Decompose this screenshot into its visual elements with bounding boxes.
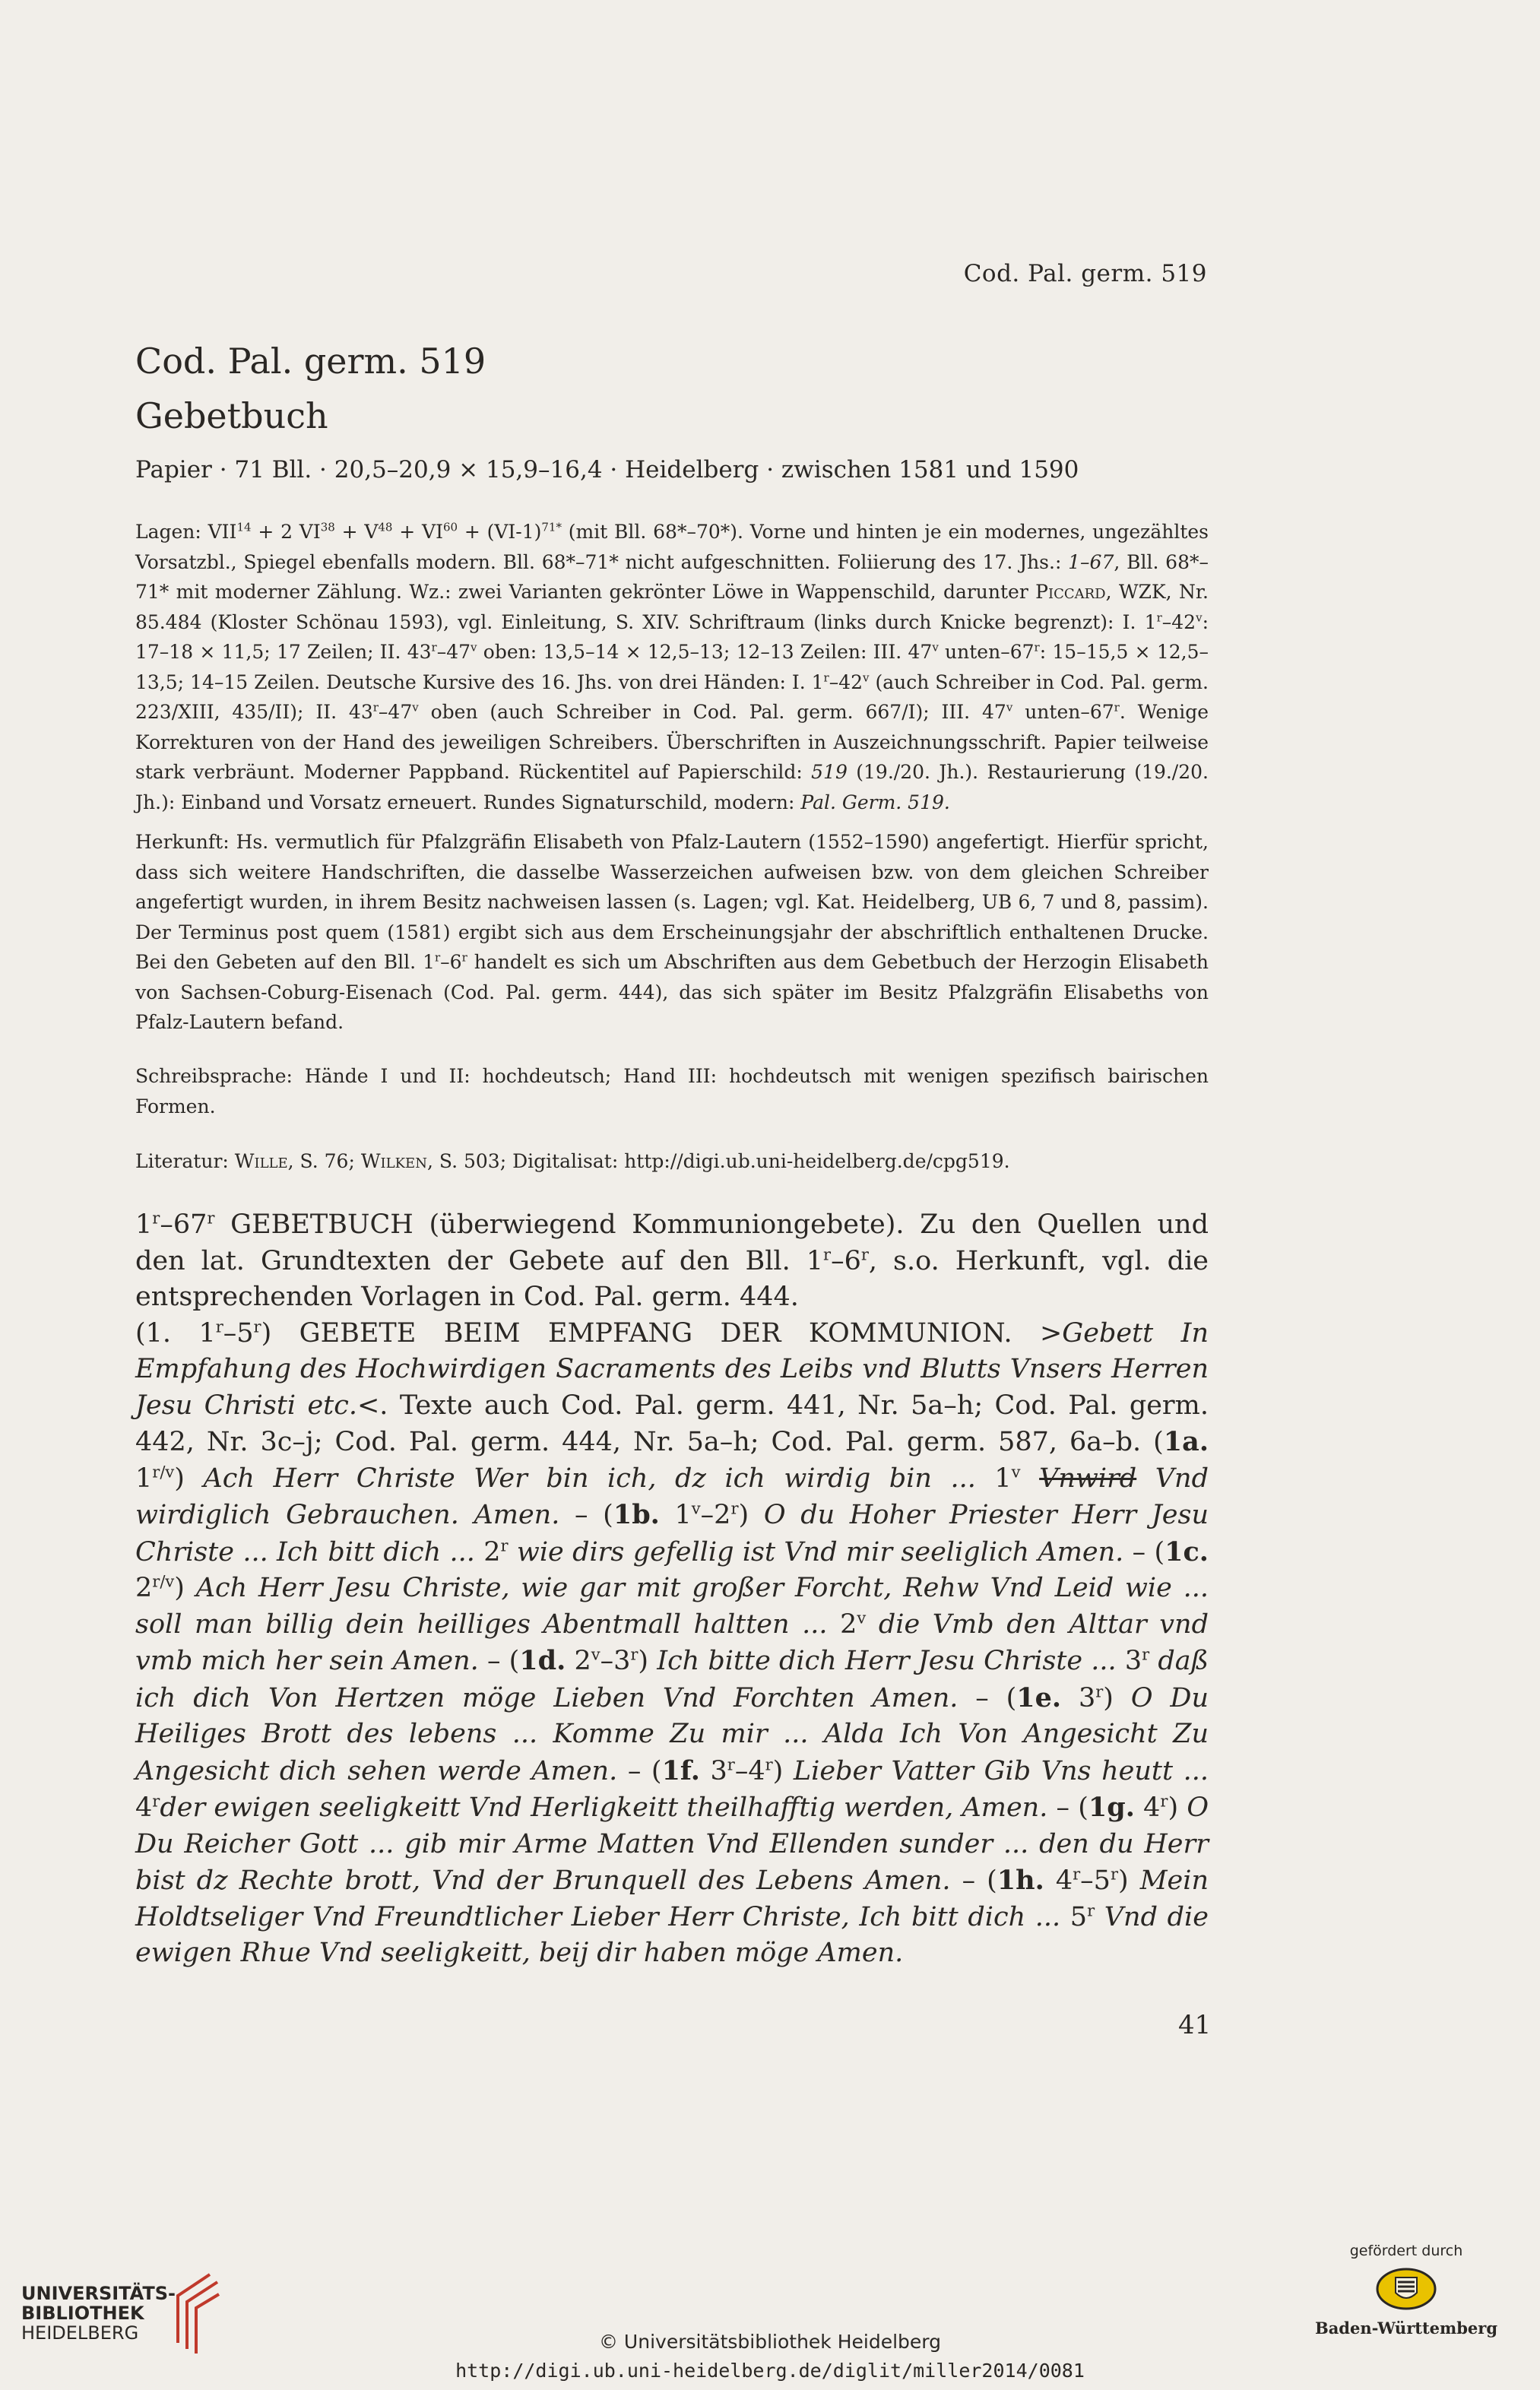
- schreibsprache-paragraph: Schreibsprache: Hände I und II: hochdeutsch; Hand III: hochdeutsch mit wenigen spezifisch bairischen Formen.: [135, 1065, 1209, 1117]
- baden-wuerttemberg-crest-icon: [1374, 2267, 1438, 2311]
- literatur-paragraph: Literatur: Wille, S. 76; Wilken, S. 503; Digitalisat: http://digi.ub.uni-heidelberg.de/cpg519.: [135, 1150, 1010, 1172]
- lagen-paragraph: Lagen: $VII^{14} + 2$ $VI^{38} + V^{48} + VI^{60} + (VI-1)^{71*}$ (mit Bll. 68*–70*). Vorne und hinten je ein modernes, ungezähltes Vorsatzbl., Spiegel ebenfalls modern. Bll. 68*–71* nicht aufgeschnitten. Foliierung des 17. Jhs.: 1–67, Bll. 68*–71* mit moderner Zählung. Wz.: zwei Varianten gekrönter Löwe in Wappenschild, darunter Piccard, WZK, Nr. 85.484 (Kloster Schönau 1593), vgl. Einleitung, S. XIV. Schriftraum (links durch Knicke begrenzt): I. 1$^r$–42$^v$: 17–18 × 11,5; 17 Zeilen; II. 43$^r$–47$^v$ oben: 13,5–14 × 12,5–13; 12–13 Zeilen: III. 47$^v$ unten–67$^r$: 15–15,5 × 12,5–13,5; 14–15 Zeilen. Deutsche Kursive des 16. Jhs. von drei Händen: I. 1$^r$–42$^v$ (auch Schreiber in Cod. Pal. germ. 223/XIII, 435/II); II. 43$^r$–47$^v$ oben (auch Schreiber in Cod. Pal. germ. 667/I); III. 47$^v$ unten–67$^r$. Wenige Korrekturen von der Hand des jeweiligen Schreibers. Überschriften in Auszeichnungsschrift. Papier teilweise stark verbräunt. Moderner Pappband. Rückentitel auf Papierschild: 519 (19./20. Jh.). Restaurierung (19./20. Jh.): Einband und Vorsatz erneuert. Rundes Signaturschild, modern: Pal. Germ. 519.: [135, 520, 1209, 813]
- page-number: 41: [1178, 2010, 1212, 2040]
- running-head: Cod. Pal. germ. 519: [963, 260, 1207, 287]
- contents-section: [135, 1207, 1209, 1972]
- sponsor-label: gefördert durch: [1349, 2243, 1463, 2259]
- copyright-notice: © Universitätsbibliothek Heidelberg: [598, 2331, 941, 2353]
- contents-intro: 1$^r$–67$^r$ GEBETBUCH (überwiegend Kommuniongebete). Zu den Quellen und den lat. Grundtexten der Gebete auf den Bll. 1$^r$–6$^r$, s.o. Herkunft, vgl. die entsprechenden Vorlagen in Cod. Pal. germ. 444.: [135, 1209, 1209, 1312]
- logo-line-3: HEIDELBERG: [21, 2322, 139, 2344]
- sponsor-name: Baden-Württemberg: [1314, 2319, 1498, 2338]
- permalink-url[interactable]: http://digi.ub.uni-heidelberg.de/diglit/miller2014/0081: [455, 2360, 1085, 2382]
- sponsor-block: [1292, 2243, 1520, 2338]
- codex-summary-line: Papier · 71 Bll. · 20,5–20,9 × 15,9–16,4 · Heidelberg · zwischen 1581 und 1590: [135, 456, 1079, 483]
- logo-line-1: UNIVERSITÄTS-: [21, 2283, 176, 2304]
- logo-line-2: BIBLIOTHEK: [21, 2303, 144, 2324]
- contents-item-1: (1. 1$^r$–5$^r$) GEBETE BEIM EMPFANG DER KOMMUNION. >Gebett In Empfahung des Hochwirdigen Sacraments des Leibs vnd Blutts Vnsers Herren Jesu Christi etc.<. Texte auch Cod. Pal. germ. 441, Nr. 5a–h; Cod. Pal. germ. 442, Nr. 3c–j; Cod. Pal. germ. 444, Nr. 5a–h; Cod. Pal. germ. 587, 6a–b. (1a. $1^{r/v}$) Ach Herr Christe Wer bin ich, dz ich wirdig bin ... 1$^v$ Vnwird Vnd wirdiglich Gebrauchen. Amen. – (1b. 1$^v$–2$^r$) O du Hoher Priester Herr Jesu Christe ... Ich bitt dich ... 2$^r$ wie dirs gefellig ist Vnd mir seeliglich Amen. – (1c. $2^{r/v}$) Ach Herr Jesu Christe, wie gar mit großer Forcht, Rehw Vnd Leid wie ... soll man billig dein heilliges Abentmall haltten ... 2$^v$ die Vmb den Alttar vnd vmb mich her sein Amen. – (1d. 2$^v$–3$^r$) Ich bitte dich Herr Jesu Christe ... 3$^r$ daß ich dich Von Hertzen möge Lieben Vnd Forchten Amen. – (1e. 3$^r$) O Du Heiliges Brott des lebens ... Komme Zu mir ... Alda Ich Von Angesicht Zu Angesicht dich sehen werde Amen. – (1f. 3$^r$–4$^r$) Lieber Vatter Gib Vns heutt ... 4$^r$der ewigen seeligkeitt Vnd Herligkeitt theilhafftig werden, Amen. – (1g. 4$^r$) O Du Reicher Gott ... gib mir Arme Matten Vnd Ellenden sunder ... den du Herr bist dz Rechte brott, Vnd der Brunquell des Lebens Amen. – (1h. 4$^r$–5$^r$) Mein Holdtseliger Vnd Freundtlicher Lieber Herr Christe, Ich bitt dich ... 5$^r$ Vnd die ewigen Rhue Vnd seeligkeitt, beij dir haben möge Amen.: [135, 1317, 1209, 1968]
- codex-title: Cod. Pal. germ. 519: [135, 341, 486, 382]
- book-title: Gebetbuch: [135, 395, 328, 436]
- herkunft-paragraph: Herkunft: Hs. vermutlich für Pfalzgräfin Elisabeth von Pfalz-Lautern (1552–1590) angefertigt. Hierfür spricht, dass sich weitere Handschriften, die dasselbe Wasserzeichen aufweisen bzw. von dem gleichen Schreiber angefertigt wurden, in ihrem Besitz nachweisen lassen (s. Lagen; vgl. Kat. Heidelberg, UB 6, 7 und 8, passim). Der Terminus post quem (1581) ergibt sich aus dem Erscheinungsjahr der abschriftlich enthaltenen Drucke. Bei den Gebeten auf den Bll. 1$^r$–6$^r$ handelt es sich um Abschriften aus dem Gebetbuch der Herzogin Elisabeth von Sachsen-Coburg-Eisenach (Cod. Pal. germ. 444), das sich später im Besitz Pfalzgräfin Elisabeths von Pfalz-Lautern befand.: [135, 831, 1209, 1033]
